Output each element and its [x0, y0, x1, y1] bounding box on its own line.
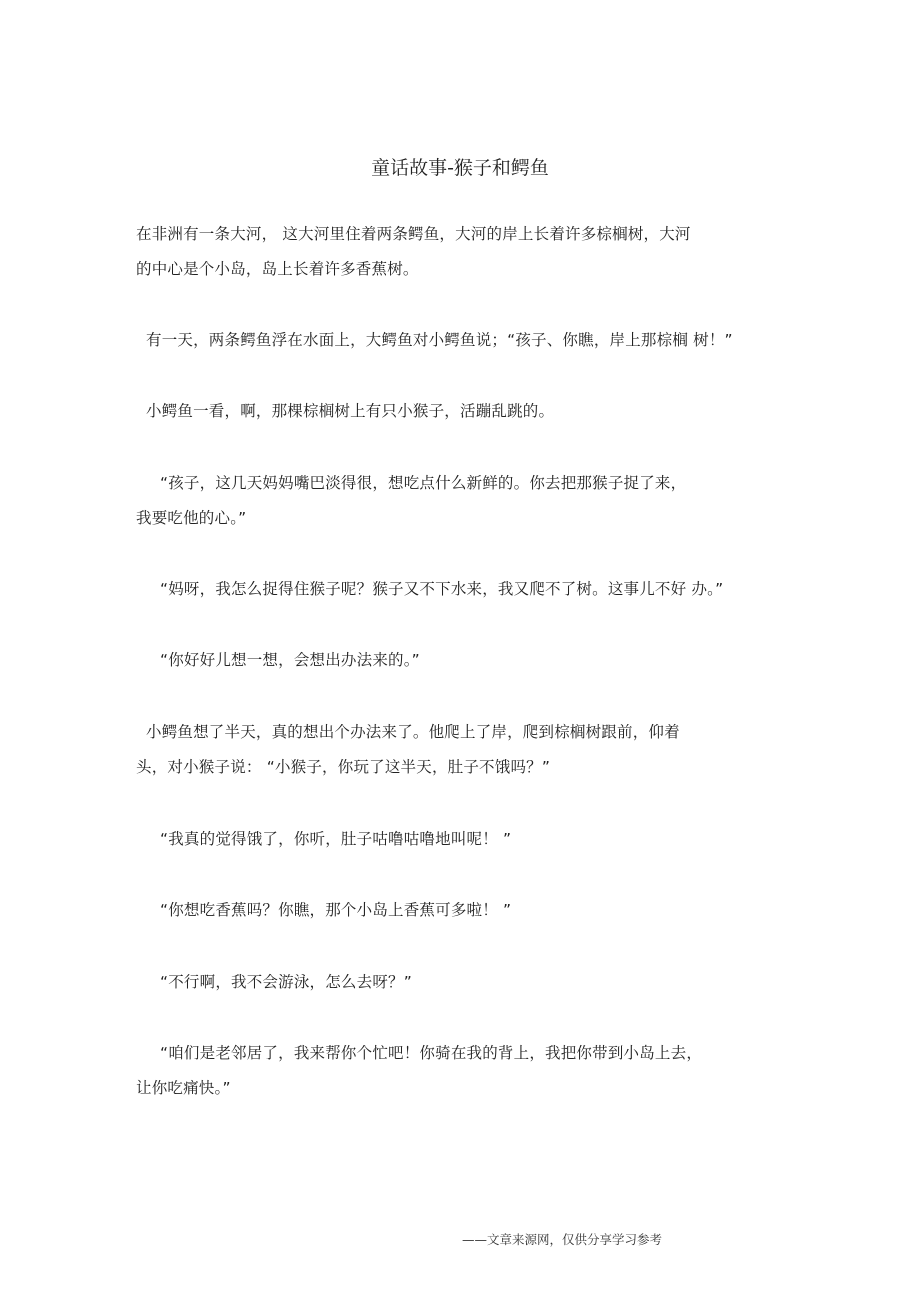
paragraph-line: “你好好儿想一想，会想出办法来的。” [160, 651, 420, 669]
paragraph-line: “妈呀，我怎么捉得住猴子呢？猴子又不下水来，我又爬不了树。这事儿不好 办。” [160, 580, 724, 598]
paragraph-line: “不行啊，我不会游泳，怎么去呀？” [160, 973, 412, 991]
paragraph-line: 小鳄鱼想了半天，真的想出个办法来了。他爬上了岸，爬到棕榈树跟前，仰着 [146, 723, 680, 741]
source-footer: ——文章来源网，仅供分享学习参考 [462, 1232, 663, 1247]
paragraph-line: “我真的觉得饿了，你听，肚子咕噜咕噜地叫呢！ ” [160, 830, 512, 848]
paragraph-line: 头，对小猴子说： “小猴子，你玩了这半天，肚子不饿吗？” [136, 758, 551, 776]
paragraph-line: “咱们是老邻居了，我来帮你个忙吧！你骑在我的背上，我把你带到小岛上去， [160, 1044, 703, 1062]
paragraph-line: 的中心是个小岛，岛上长着许多香蕉树。 [136, 260, 419, 278]
paragraph-line: 我要吃他的心。” [136, 509, 247, 527]
paragraph-line: 有一天，两条鳄鱼浮在水面上，大鳄鱼对小鳄鱼说；“孩子、你瞧，岸上那棕榈 树！” [146, 331, 733, 349]
paragraph-line: 在非洲有一条大河， 这大河里住着两条鳄鱼，大河的岸上长着许多棕榈树，大河 [136, 225, 691, 243]
document-title: 童话故事-猴子和鳄鱼 [371, 157, 549, 179]
paragraph-line: “孩子，这几天妈妈嘴巴淡得很，想吃点什么新鲜的。你去把那猴子捉了来， [160, 474, 687, 492]
paragraph-line: “你想吃香蕉吗？你瞧，那个小岛上香蕉可多啦！ ” [160, 901, 512, 919]
paragraph-line: 让你吃痛快。” [136, 1079, 231, 1097]
paragraph-line: 小鳄鱼一看，啊，那棵棕榈树上有只小猴子，活蹦乱跳的。 [146, 402, 555, 420]
